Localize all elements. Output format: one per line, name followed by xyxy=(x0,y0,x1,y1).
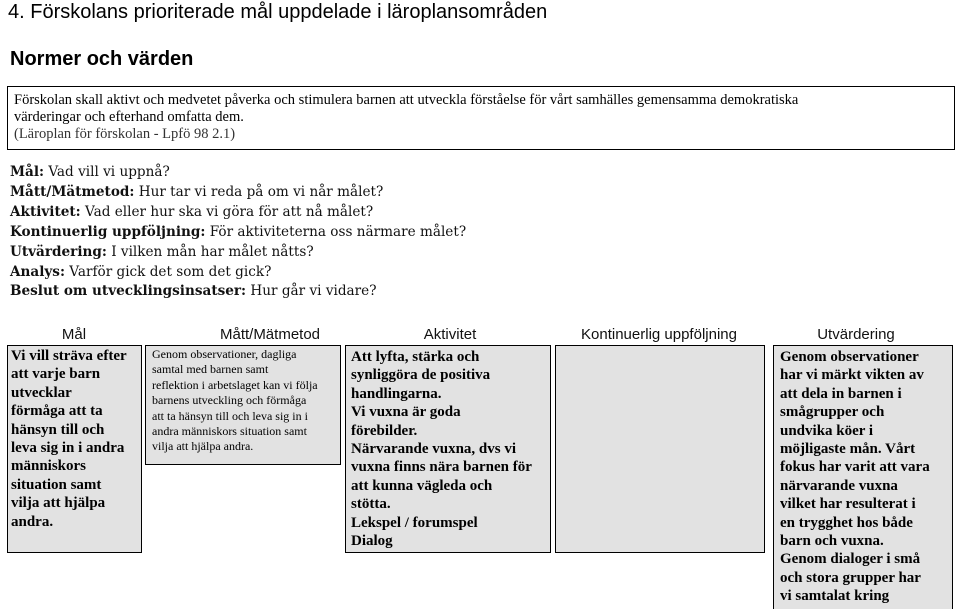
quote-line: värderingar och efterhand omfatta dem. xyxy=(14,109,244,125)
evaluation-text-line: barn och vuxna. xyxy=(780,533,884,550)
definition-followup xyxy=(10,223,466,243)
evaluation-text-line: undvika köer i xyxy=(780,422,874,439)
evaluation-text-line: närvarande vuxna xyxy=(780,477,898,494)
goal-text-line: leva sig in i andra xyxy=(11,440,125,457)
goal-cell xyxy=(7,345,142,553)
goal-text-line: andra. xyxy=(11,513,54,530)
activity-text-line: Närvarande vuxna, dvs vi xyxy=(351,441,517,458)
curriculum-quote-box xyxy=(7,86,955,150)
evaluation-text-line: möjligaste mån. Vårt xyxy=(780,441,916,458)
measure-cell xyxy=(145,345,341,465)
definition-measure xyxy=(10,183,466,203)
table-header-row xyxy=(0,326,960,346)
column-header-followup: Kontinuerlig uppföljning xyxy=(581,326,737,343)
activity-cell xyxy=(345,345,551,553)
activity-text-line: stötta. xyxy=(351,496,391,513)
evaluation-text-line: att dela in barnen i xyxy=(780,385,902,402)
goal-text-line: situation samt xyxy=(11,476,102,493)
evaluation-text-line: har vi märkt vikten av xyxy=(780,367,924,384)
evaluation-text-line: och stora grupper har xyxy=(780,569,921,586)
measure-text-line: Genom observationer, dagliga xyxy=(152,347,297,361)
definition-text: Hur går vi vidare? xyxy=(246,283,377,300)
definition-term: Mål: xyxy=(10,164,45,180)
definition-term: Analys: xyxy=(10,263,65,280)
activity-text-line: Dialog xyxy=(351,533,393,550)
quote-line: Förskolan skall aktivt och medvetet påverka och stimulera barnen att utveckla förståelse för vårt samhälles gemensamma demokratiska xyxy=(14,92,799,108)
section-heading: 4. Förskolans prioriterade mål uppdelade i läroplansområden xyxy=(8,1,548,23)
definition-term: Aktivitet: xyxy=(10,203,81,220)
goal-text-line: att varje barn xyxy=(11,366,101,383)
measure-text-line: reflektion i arbetslaget kan vi följa xyxy=(152,377,318,392)
goal-text-line: utvecklar xyxy=(11,384,72,401)
goal-text-line: hänsyn till och xyxy=(11,421,105,438)
measure-text-line: andra människors situation samt xyxy=(152,424,307,439)
definitions-list xyxy=(10,163,466,302)
evaluation-text-line: en trygghet hos både xyxy=(780,514,913,531)
goal-text-line: vilja att hjälpa xyxy=(11,495,106,512)
definition-evaluation xyxy=(10,243,466,263)
evaluation-text-line: vilket har resulterat i xyxy=(780,496,916,513)
activity-text-line: synliggöra de positiva xyxy=(351,367,491,384)
definition-decision xyxy=(10,282,466,302)
activity-text-line: Vi vuxna är goda xyxy=(351,404,461,421)
subheading: Normer och värden xyxy=(10,48,194,70)
goal-text-line: människors xyxy=(11,458,87,475)
definition-text: Vad vill vi uppnå? xyxy=(44,164,170,180)
definition-term: Mått/Mätmetod: xyxy=(10,183,135,200)
definition-text: Varför gick det som det gick? xyxy=(64,263,272,280)
evaluation-text-line: Genom observationer xyxy=(780,349,919,365)
activity-text-line: handlingarna. xyxy=(351,385,442,402)
evaluation-text-line: vi samtalat kring xyxy=(780,588,890,605)
definition-activity xyxy=(10,203,466,223)
column-header-goal: Mål xyxy=(61,326,87,343)
definition-term: Utvärdering: xyxy=(10,243,107,260)
measure-text-line: samtal med barnen samt xyxy=(152,362,269,377)
evaluation-cell xyxy=(773,345,953,609)
column-header-measure: Mått/Mätmetod xyxy=(219,326,321,343)
evaluation-text-line: smågrupper och xyxy=(780,404,885,421)
column-header-activity: Aktivitet xyxy=(423,326,477,343)
definition-text: För aktiviteterna oss närmare målet? xyxy=(205,223,467,240)
evaluation-text-line: fokus har varit att vara xyxy=(780,459,930,476)
definition-analysis xyxy=(10,263,466,283)
goal-text-line: Vi vill sträva efter xyxy=(11,348,127,364)
activity-text-line: vuxna finns nära barnen för xyxy=(351,459,532,476)
definition-goal xyxy=(10,163,466,183)
measure-text-line: barnens utveckling och förmåga xyxy=(152,393,307,408)
measure-text-line: att ta hänsyn till och leva sig in i xyxy=(152,408,308,423)
definition-text: Vad eller hur ska vi göra för att nå målet? xyxy=(80,203,374,220)
activity-text-line: Lekspel / forumspel xyxy=(351,514,478,531)
goal-text-line: förmåga att ta xyxy=(11,403,103,420)
definition-term: Beslut om utvecklingsinsatser: xyxy=(10,283,247,300)
column-header-evaluation: Utvärdering xyxy=(817,326,895,343)
measure-text-line: vilja att hjälpa andra. xyxy=(152,439,254,454)
activity-text-line: förebilder. xyxy=(351,422,418,439)
activity-text-line: Att lyfta, stärka och xyxy=(351,349,480,365)
activity-text-line: att kunna vägleda och xyxy=(351,477,493,494)
definition-term: Kontinuerlig uppföljning: xyxy=(10,223,206,240)
evaluation-text-line: Genom dialoger i små xyxy=(780,551,921,568)
definition-text: I vilken mån har målet nåtts? xyxy=(106,243,314,260)
followup-cell xyxy=(555,345,765,553)
quote-source: (Läroplan för förskolan - Lpfö 98 2.1) xyxy=(14,126,236,142)
definition-text: Hur tar vi reda på om vi når målet? xyxy=(134,183,384,200)
